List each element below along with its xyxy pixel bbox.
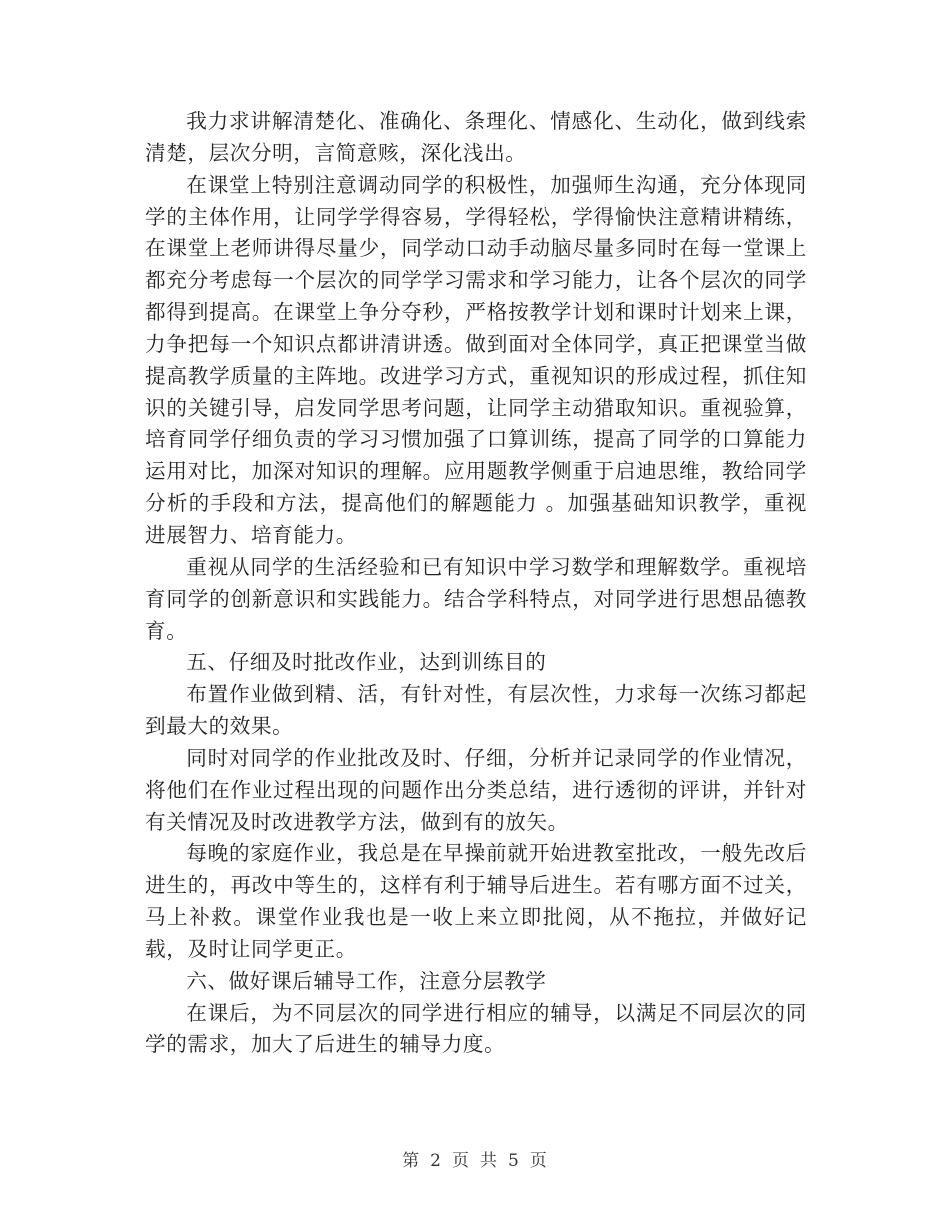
paragraph-4: 布置作业做到精、活，有针对性，有层次性，力求每一次练习都起到最大的效果。 — [145, 682, 807, 739]
page-footer — [0, 1146, 950, 1171]
paragraph-7: 在课后，为不同层次的同学进行相应的辅导，以满足不同层次的同学的需求，加大了后进生的辅导力度。 — [145, 1000, 807, 1057]
footer-suffix: 页 — [529, 1151, 548, 1171]
paragraph-3: 重视从同学的生活经验和已有知识中学习数学和理解数学。重视培育同学的创新意识和实践能力。结合学科特点，对同学进行思想品德教育。 — [145, 554, 807, 643]
paragraph-5: 同时对同学的作业批改及时、仔细，分析并记录同学的作业情况，将他们在作业过程出现的问题作出分类总结，进行透彻的评讲，并针对有关情况及时改进教学方法，做到有的放矢。 — [145, 745, 807, 834]
paragraph-1: 我力求讲解清楚化、准确化、条理化、情感化、生动化，做到线索清楚，层次分明，言简意赅，深化浅出。 — [145, 109, 807, 165]
footer-prefix: 第 — [402, 1151, 421, 1171]
footer-current-page: 2 — [430, 1151, 442, 1171]
paragraph-2: 在课堂上特别注意调动同学的积极性，加强师生沟通，充分体现同学的主体作用，让同学学得容易，学得轻松，学得愉快注意精讲精练，在课堂上老师讲得尽量少，同学动口动手动脑尽量多同时在每一堂课上都充分考虑每一个层次的同学学习需求和学习能力，让各个层次的同学都得到提高。在课堂上争分夺秒，严格按教学计划和课时计划来上课，力争把每一个知识点都讲清讲透。做到面对全体同学，真正把课堂当做提高教学质量的主阵地。改进学习方式，重视知识的形成过程，抓住知识的关键引导，启发同学思考问题，让同学主动猎取知识。重视验算，培育同学仔细负责的学习习惯加强了口算训练，提高了同学的口算能力运用对比，加深对知识的理解。应用题教学侧重于启迪思维，教给同学分析的手段和方法，提高他们的解题能力 。加强基础知识教学，重视进展智力、培育能力。 — [145, 172, 807, 547]
footer-total-prefix: 共 — [480, 1151, 498, 1171]
document-body — [145, 106, 807, 1061]
section-heading-6: 六、做好课后辅导工作，注意分层教学 — [186, 968, 547, 993]
section-heading-5: 五、仔细及时批改作业，达到训练目的 — [186, 650, 547, 675]
footer-page-word: 页 — [452, 1151, 470, 1171]
paragraph-6: 每晚的家庭作业，我总是在早操前就开始进教室批改，一般先改后进生的，再改中等生的，这样有利于辅导后进生。若有哪方面不过关，马上补救。课堂作业我也是一收上来立即批阅，从不拖拉，并做好记载，及时让同学更正。 — [145, 841, 807, 961]
footer-total-pages: 5 — [508, 1151, 520, 1171]
